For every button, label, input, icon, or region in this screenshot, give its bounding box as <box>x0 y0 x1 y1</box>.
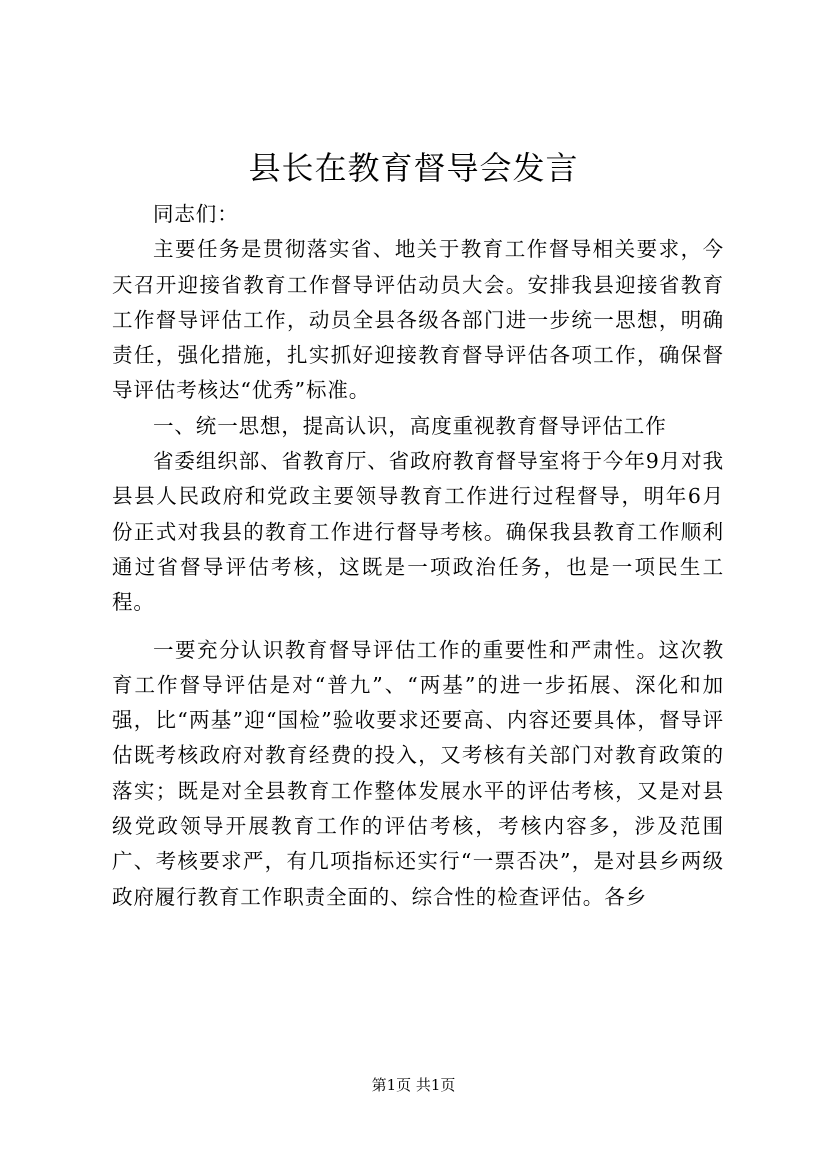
page-footer: 第1页 共1页 <box>371 1076 456 1094</box>
paragraph-salutation: 同志们： <box>153 202 239 226</box>
document-title: 县长在教育督导会发言 <box>248 149 579 187</box>
section-heading-1: 一、统一思想，提高认识，高度重视教育督导评估工作 <box>153 413 667 438</box>
paragraph-schedule: 省委组织部、省教育厅、省政府教育督导室将于今年9月对我县县人民政府和党政主要领导教育工作进行过程督导，明年6月份正式对我县的教育工作进行督导考核。确保我县教育工作顺利通过省督导评估考核，这既是一项政治任务，也是一项民生工程。 <box>112 449 724 615</box>
paragraph-intro: 主要任务是贯彻落实省、地关于教育工作督导相关要求，今天召开迎接省教育工作督导评估动员大会。安排我县迎接省教育工作督导评估工作，动员全县各级各部门进一步统一思想，明确责任，强化措施，扎实抓好迎接教育督导评估各项工作，确保督导评估考核达“优秀”标准。 <box>112 237 724 403</box>
document-body <box>112 197 724 915</box>
paragraph-importance: 一要充分认识教育督导评估工作的重要性和严肃性。这次教育工作督导评估是对“普九”、“两基”的进一步拓展、深化和加强，比“两基”迎“国检”验收要求还要高、内容还要具体，督导评估既考核政府对教育经费的投入，又考核有关部门对教育政策的落实；既是对全县教育工作整体发展水平的评估考核，又是对县级党政领导开展教育工作的评估考核，考核内容多，涉及范围广、考核要求严，有几项指标还实行“一票否决”，是对县乡两级政府履行教育工作职责全面的、综合性的检查评估。各乡 <box>112 637 724 909</box>
